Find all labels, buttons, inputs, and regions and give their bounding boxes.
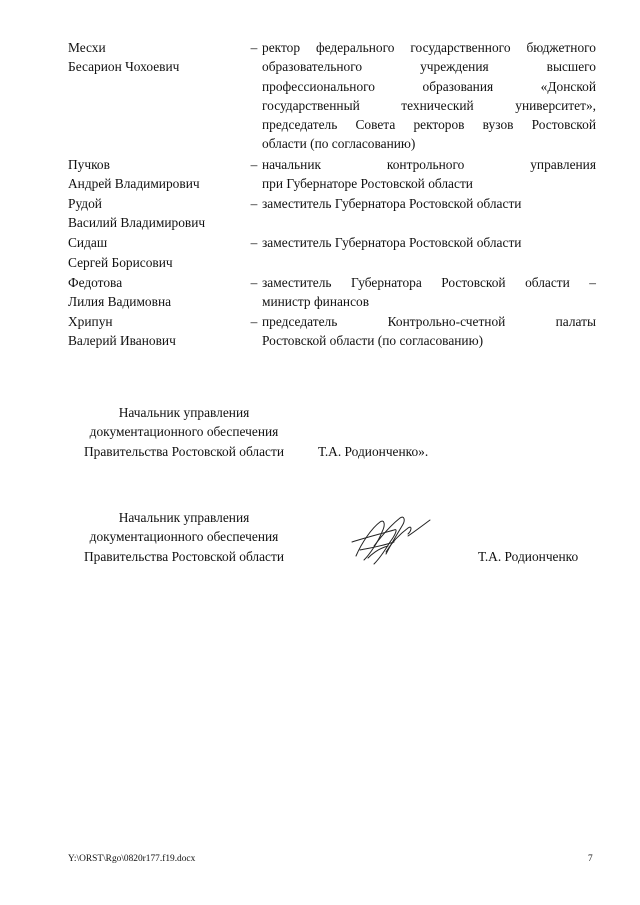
member-surname: Сидаш [68,235,108,251]
member-row [68,194,596,233]
member-dash: – [250,156,258,172]
signature-block-1 [68,403,608,461]
member-surname: Хрипун [68,314,113,330]
signatory-name: Т.А. Родионченко». [318,443,429,459]
signatory-title-line: Правительства Ростовской области [83,443,285,459]
member-row [68,155,596,194]
member-given-names: Лилия Вадимовна [68,294,172,310]
member-role-line: заместитель Губернатора Ростовской области [262,235,522,251]
signatory-title [68,403,300,461]
member-role-line: министр финансов [262,294,370,310]
member-role-line: государственный технический университет», [262,97,596,113]
member-row [68,233,596,272]
member-role [262,194,596,213]
signatory-title-line: документационного обеспечения [89,529,279,545]
member-given-names: Сергей Борисович [68,254,173,270]
member-role-line: председатель Совета ректоров вузов Ростовской [262,117,596,133]
page-number: 7 [588,854,593,864]
handwritten-signature [350,512,435,566]
signatory-title-line: Правительства Ростовской области [83,548,285,564]
member-row [68,273,596,312]
member-role [262,312,596,351]
signatory-title-line: Начальник управления [118,510,250,525]
member-role-line: председатель Контрольно-счетной палаты [262,314,596,330]
member-role-line: начальник контрольного управления [262,156,596,172]
member-dash: – [250,40,258,55]
member-name [68,312,246,351]
member-surname: Месхи [68,40,106,55]
member-given-names: Бесарион Чохоевич [68,59,180,75]
member-role-line: при Губернаторе Ростовской области [262,175,473,191]
member-role-line: заместитель Губернатора Ростовской области [262,195,522,211]
member-role [262,233,596,252]
member-role-line: ректор федерального государственного бюджетного [262,40,596,55]
member-name [68,233,246,272]
signature-block-2 [68,508,608,566]
member-row [68,38,596,154]
member-row [68,312,596,351]
signatory-title-line: Начальник управления [118,405,250,420]
member-given-names: Василий Владимирович [68,215,206,231]
member-role [262,155,596,194]
member-given-names: Андрей Владимирович [68,175,200,191]
member-role-line: Ростовской области (по согласованию) [262,333,484,349]
member-surname: Федотова [68,274,123,290]
member-dash: – [250,235,258,251]
member-dash: – [250,314,258,330]
member-role-line: области (по согласованию) [262,136,416,152]
member-role-line: заместитель Губернатора Ростовской области – [262,274,596,290]
member-role [262,273,596,312]
member-name [68,273,246,312]
members-list [68,38,596,352]
member-given-names: Валерий Иванович [68,333,176,349]
member-role-line: образовательного учреждения высшего [262,59,596,75]
member-surname: Пучков [68,156,110,172]
member-dash: – [250,195,258,211]
member-role [262,38,596,154]
member-name [68,194,246,233]
signatory-title [68,508,300,566]
member-dash: – [250,274,258,290]
signatory-title-line: документационного обеспечения [89,424,279,440]
member-name [68,155,246,194]
signature-stroke [356,521,384,560]
member-surname: Рудой [68,195,102,211]
member-role-line: профессионального образования «Донской [262,78,596,94]
signatory-name: Т.А. Родионченко [478,548,579,564]
footer-file-path: Y:\ORST\Rgo\0820r177.f19.docx [68,854,196,864]
member-name [68,38,246,77]
